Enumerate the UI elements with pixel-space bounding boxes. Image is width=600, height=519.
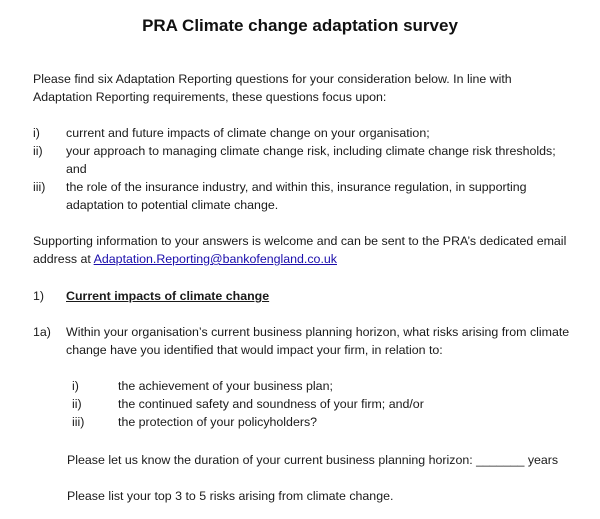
section-title: Current impacts of climate change [66,289,270,303]
planning-horizon-prompt: Please let us know the duration of your current business planning horizon: _______ years [67,453,559,467]
question-item-text: the continued safety and soundness of your firm; and/or [118,397,424,411]
question-item-2 [0,395,560,413]
intro-text: Please find six Adaptation Reporting questions for your consideration below. In line with Adaptation Reporting requirements, these questions focus upon: [33,72,512,104]
question-1a [33,323,573,359]
risks-prompt: Please list your top 3 to 5 risks arising from climate change. [67,489,394,503]
focus-item-1 [0,124,560,142]
focus-item-3 [0,178,560,214]
focus-item-text: your approach to managing climate change risk, including climate change risk thresholds; and [66,144,556,176]
question-item-num: i) [72,379,79,393]
question-number: 1a) [33,325,51,339]
question-1a-list [0,377,560,431]
focus-item-text: current and future impacts of climate change on your organisation; [66,126,430,140]
email-link[interactable]: Adaptation.Reporting@bankofengland.co.uk [93,252,337,266]
focus-item-2 [0,142,560,178]
focus-item-num: i) [33,126,40,140]
question-item-num: ii) [72,397,82,411]
page-title: PRA Climate change adaptation survey [142,16,458,35]
focus-list [0,124,560,214]
question-text: Within your organisation’s current business planning horizon, what risks arising from climate change have you identified that would impact your firm, in relation to: [66,325,570,357]
question-item-num: iii) [72,415,85,429]
focus-item-num: iii) [33,180,46,194]
focus-item-text: the role of the insurance industry, and within this, insurance regulation, in supporting adaptation to potential climate change. [66,180,527,212]
question-item-text: the protection of your policyholders? [118,415,318,429]
support-text: Supporting information to your answers is welcome and can be sent to the PRA’s dedicated email address at [33,234,567,266]
question-item-text: the achievement of your business plan; [118,379,333,393]
intro-paragraph [33,70,573,106]
question-item-1 [0,377,560,395]
section-number: 1) [33,289,45,303]
support-paragraph [33,232,573,268]
focus-item-num: ii) [33,144,43,158]
question-item-3 [0,413,560,431]
